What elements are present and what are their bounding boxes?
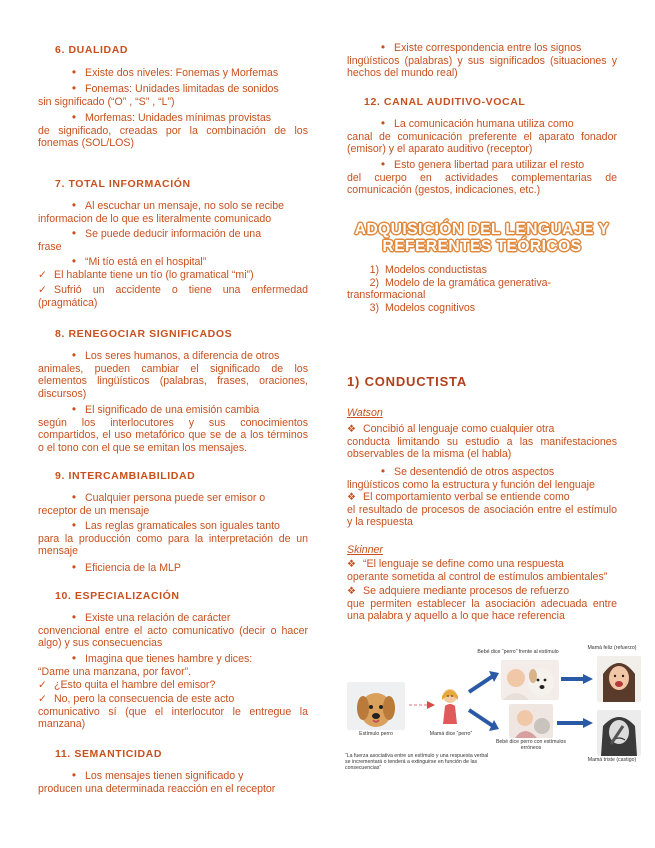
caption-mom-happy: Mamá feliz (refuerzo) <box>587 645 637 651</box>
model-item: transformacional <box>347 289 426 301</box>
total-info-bullet-3: • “Mi tío está en el hospital” <box>38 254 308 269</box>
intercambiabilidad-bullet-2: • Las reglas gramaticales son iguales tanto para la producción como para la interpretación de un mensaje <box>38 518 308 557</box>
renegociar-bullet-2: • El significado de una emisión cambia según los interlocutores y sus conocimientos compartidos, el uso metafórico que se de a los términos o el tono con el que se emitan los mensajes. <box>38 402 308 454</box>
check-icon: ✓ <box>38 679 47 691</box>
canal-bullet-1: • La comunicación humana utiliza como canal de comunicación preferente el aparato fonador (emisor) y el aparato auditivo (receptor) <box>347 116 617 155</box>
bullet-icon: • <box>71 81 77 95</box>
mom-speaking-image <box>437 686 463 726</box>
heading-semanticidad: 11. SEMANTICIDAD <box>55 748 163 760</box>
canal-bullet-2: • Esto genera libertad para utilizar el resto del cuerpo en actividades complementarias de comunicación (gestos, indicaciones, etc.) <box>347 157 617 196</box>
check-icon: ✓ <box>38 269 47 281</box>
bullet-icon: • <box>380 40 386 54</box>
caption-stimulus: Estímulo perro <box>359 731 393 737</box>
bullet-icon: • <box>71 110 77 124</box>
semanticidad-continued-bullet: • Existe correspondencia entre los signos lingüísticos (palabras) y sus significados (situaciones y hechos del mundo real) <box>347 40 617 79</box>
total-info-bullet-1: • Al escuchar un mensaje, no solo se recibe informacion de lo que es literalmente comunicado <box>38 198 285 225</box>
baby-dog-image <box>501 660 559 700</box>
bullet-icon: • <box>71 610 77 624</box>
total-info-bullet-2: • Se puede deducir información de una frase <box>38 226 262 253</box>
heading-canal-auditivo-vocal: 12. CANAL AUDITIVO-VOCAL <box>364 96 526 108</box>
watson-bullet-1: • Se desentendió de otros aspectos lingüísticos como la estructura y función del lenguaje <box>347 464 595 491</box>
figure-footnote: “La fuerza asociativa entre un estímulo y una respuesta verbal se incrementará o tenderá a extinguirse en función de las consecuencias” <box>345 753 489 771</box>
skinner-point-2: ❖ Se adquiere mediante procesos de refuerzo que permiten establecer la asociación adecuada entre una palabra y aquello a lo que hace referencia <box>347 585 617 623</box>
diamond-icon: ❖ <box>347 586 356 597</box>
bullet-icon: • <box>71 518 77 532</box>
bullet-icon: • <box>71 198 77 212</box>
bullet-icon: • <box>380 464 386 478</box>
bullet-icon: • <box>71 348 77 362</box>
heading-conductista: 1) CONDUCTISTA <box>347 374 468 389</box>
author-skinner: Skinner <box>347 544 383 556</box>
caption-baby-top: Bebé dice “perro” frente al estímulo <box>477 649 559 655</box>
especializacion-bullet-2: • Imagina que tienes hambre y dices: “Dame una manzana, por favor”. <box>38 651 253 678</box>
dog-stimulus-image <box>347 682 405 730</box>
heading-especializacion: 10. ESPECIALIZACIÓN <box>55 590 180 602</box>
author-watson: Watson <box>347 407 383 419</box>
dualidad-bullet-2: • Fonemas: Unidades limitadas de sonidos sin significado (“O” , “S” , “L”) <box>38 81 279 108</box>
conditioning-diagram <box>345 646 645 786</box>
heading-total-informacion: 7. TOTAL INFORMACIÓN <box>55 178 191 190</box>
diamond-icon: ❖ <box>347 424 356 435</box>
heading-dualidad: 6. DUALIDAD <box>55 44 129 56</box>
section-title-adquisicion: ADQUISICIÓN DEL LENGUAJE Y REFERENTES TEÓRICOS <box>354 221 610 255</box>
bullet-icon: • <box>71 226 77 240</box>
bullet-icon: • <box>71 254 77 268</box>
model-item: 2) Modelo de la gramática generativa- <box>369 276 552 289</box>
watson-point-1: ❖ Concibió al lenguaje como cualquier otra conducta limitando su estudio a las manifestaciones observables de la misma (el habla) <box>347 423 617 461</box>
model-item: 1) Modelos conductistas <box>369 264 487 276</box>
arrow-icon <box>407 700 437 710</box>
dualidad-bullet-3: • Morfemas: Unidades mínimas provistas de significado, creadas por la combinación de los fonemas (SOL/LOS) <box>38 110 308 149</box>
especializacion-bullet-1: • Existe una relación de carácter convencional entre el acto comunicativo (decir o hacer algo) y sus consecuencias <box>38 610 308 649</box>
dualidad-bullet-1: • Existe dos niveles: Fonemas y Morfemas <box>38 65 308 80</box>
diamond-icon: ❖ <box>347 492 356 503</box>
bullet-icon: • <box>71 402 77 416</box>
bullet-icon: • <box>71 65 77 79</box>
renegociar-bullet-1: • Los seres humanos, a diferencia de otros animales, pueden cambiar el significado de los elementos lingüísticos (palabras, frases, oraciones, discursos) <box>38 348 308 400</box>
arrow-down-icon <box>467 706 501 732</box>
intercambiabilidad-bullet-1: • Cualquier persona puede ser emisor o receptor de un mensaje <box>38 490 266 517</box>
arrow-right-icon <box>555 718 595 728</box>
bullet-icon: • <box>71 490 77 504</box>
baby-wrong-stimulus-image <box>509 704 553 738</box>
bullet-icon: • <box>71 560 77 574</box>
models-list <box>347 264 617 314</box>
heading-renegociar-significados: 8. RENEGOCIAR SIGNIFICADOS <box>55 328 233 340</box>
arrow-up-icon <box>467 670 501 696</box>
model-item: 3) Modelos cognitivos <box>369 301 476 314</box>
diamond-icon: ❖ <box>347 559 356 570</box>
bullet-icon: • <box>380 157 386 171</box>
intercambiabilidad-bullet-3: • Eficiencia de la MLP <box>38 560 308 575</box>
caption-mom-says: Mamá dice “perro” <box>429 731 473 737</box>
arrow-right-icon <box>559 674 595 684</box>
caption-baby-bottom: Bebé dice perro con estímulos erróneos <box>495 739 567 751</box>
caption-mom-sad: Mamá triste (castigo) <box>587 757 637 763</box>
mom-happy-image <box>597 656 641 702</box>
especializacion-check-1: ✓ ¿Esto quita el hambre del emisor? <box>38 679 216 691</box>
heading-intercambiabilidad: 9. INTERCAMBIABILIDAD <box>55 470 196 482</box>
especializacion-check-2: ✓ No, pero la consecuencia de este acto comunicativo sí (que el interlocutor le entregue la manzana) <box>38 693 308 730</box>
check-icon: ✓ <box>38 693 47 705</box>
semanticidad-bullet-1: • Los mensajes tienen significado y producen una determinada reacción en el receptor <box>38 768 276 795</box>
check-icon: ✓ <box>38 284 47 296</box>
mom-sad-image <box>597 710 641 756</box>
total-info-check-2: ✓ Sufrió un accidente o tiene una enfermedad (pragmática) <box>38 284 308 309</box>
total-info-check-1: ✓ El hablante tiene un tío (lo gramatical “mi”) <box>38 269 254 281</box>
bullet-icon: • <box>380 116 386 130</box>
bullet-icon: • <box>71 768 77 782</box>
skinner-point-1: ❖ “El lenguaje se define como una respuesta operante sometida al control de estímulos ambientales” <box>347 558 608 583</box>
watson-point-2: ❖ El comportamiento verbal se entiende como el resultado de procesos de asociación entre el estímulo y la respuesta <box>347 491 617 529</box>
bullet-icon: • <box>71 651 77 665</box>
